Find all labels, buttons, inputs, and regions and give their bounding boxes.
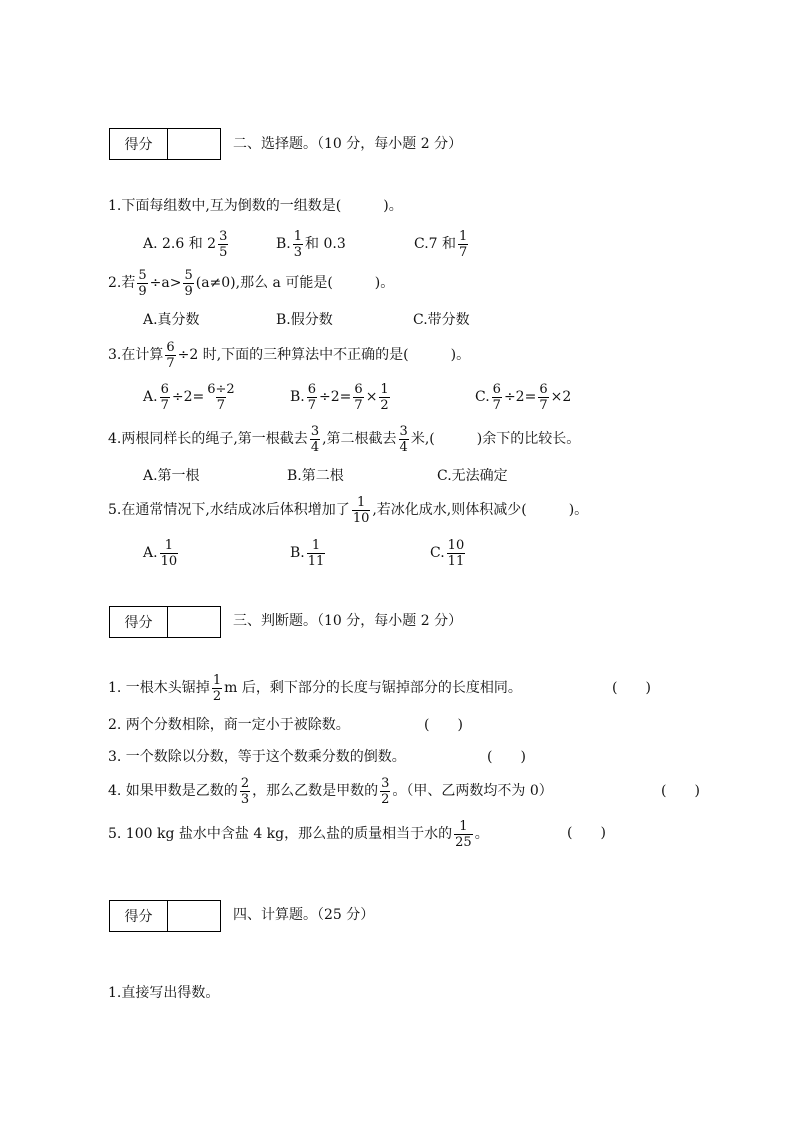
s3-question-3: 3. 一个数除以分数，等于这个数乘分数的倒数。 — [108, 749, 406, 765]
score-box-section-4 — [109, 900, 221, 932]
s2-q3-option-c: C. $\frac{6}{7}$ ÷2= $\frac{6}{7}$ ×2 — [475, 381, 572, 413]
score-blank — [168, 607, 220, 637]
s2-q4-option-b: B.第二根 — [287, 468, 344, 484]
score-blank — [168, 901, 220, 931]
s2-q1-option-a: A. 2.6 和 2 $\frac{3}{5}$ — [143, 228, 228, 260]
s3-q4-answer-paren: ( ) — [661, 783, 700, 799]
s2-q1-options — [143, 225, 470, 263]
s2-q5-option-a: A. $\frac{1}{10}$ — [143, 537, 178, 569]
s2-q3-option-b: B. $\frac{6}{7}$ ÷2= $\frac{6}{7}$ × $\frac{1}{2}$ — [290, 381, 389, 413]
s2-q1-option-c: C.7 和 $\frac{1}{7}$ — [414, 228, 468, 260]
s2-q5-option-b: B. $\frac{1}{11}$ — [290, 537, 325, 569]
score-label: 得分 — [110, 607, 168, 637]
s2-question-1: 1.下面每组数中,互为倒数的一组数是( )。 — [108, 198, 403, 214]
s3-question-4: 4. 如果甲数是乙数的 $\frac{2}{3}$ ，那么乙数是甲数的 $\frac{3}{2}$ 。（甲、乙两数均不为 0） — [108, 775, 553, 807]
s3-q2-answer-paren: ( ) — [424, 717, 463, 733]
section-4-title: 四、计算题。（25 分） — [233, 907, 375, 923]
s3-q3-answer-paren: ( ) — [487, 749, 526, 765]
section-2-title: 二、选择题。（10 分，每小题 2 分） — [233, 136, 463, 152]
score-box-section-3 — [109, 606, 221, 638]
s3-question-2: 2. 两个分数相除，商一定小于被除数。 — [108, 717, 350, 733]
s2-q1-option-b: B. $\frac{1}{3}$ 和 0.3 — [276, 228, 346, 260]
s2-question-4: 4.两根同样长的绳子,第一根截去 $\frac{3}{4}$ ,第二根截去 $\frac{3}{4}$ 米,( )余下的比较长。 — [108, 423, 581, 455]
score-blank — [168, 129, 220, 159]
section-3-title: 三、判断题。（10 分，每小题 2 分） — [233, 613, 463, 629]
s2-question-2: 2.若 $\frac{5}{9}$ ÷a> $\frac{5}{9}$ (a≠0),那么 a 可能是( )。 — [108, 267, 395, 299]
s2-q5-option-c: C. $\frac{10}{11}$ — [430, 537, 465, 569]
s2-q3-option-a: A. $\frac{6}{7}$ ÷2= $\frac{6\div 2}{7}$ — [143, 381, 235, 413]
s2-question-3: 3.在计算 $\frac{6}{7}$ ÷2 时,下面的三种算法中不正确的是( )。 — [108, 339, 471, 371]
s2-q2-option-a: A.真分数 — [143, 312, 200, 328]
s3-q1-answer-paren: ( ) — [612, 680, 651, 696]
s3-question-5: 5. 100 kg 盐水中含盐 4 kg，那么盐的质量相当于水的 $\frac{1}{25}$ 。 — [108, 818, 489, 850]
s4-question-1: 1.直接写出得数。 — [108, 985, 220, 1001]
s3-q5-answer-paren: ( ) — [567, 825, 606, 841]
s2-q4-option-a: A.第一根 — [143, 468, 200, 484]
s3-question-1: 1. 一根木头锯掉 $\frac{1}{2}$ m 后，剩下部分的长度与锯掉部分的长度相同。 — [108, 672, 522, 704]
score-box-section-2 — [109, 128, 221, 160]
s2-q2-option-b: B.假分数 — [276, 312, 333, 328]
s2-question-5: 5.在通常情况下,水结成冰后体积增加了 $\frac{1}{10}$ ,若冰化成水,则体积减少( )。 — [108, 494, 589, 526]
s2-q2-option-c: C.带分数 — [413, 312, 470, 328]
score-label: 得分 — [110, 129, 168, 159]
s2-q4-option-c: C.无法确定 — [437, 468, 508, 484]
score-label: 得分 — [110, 901, 168, 931]
